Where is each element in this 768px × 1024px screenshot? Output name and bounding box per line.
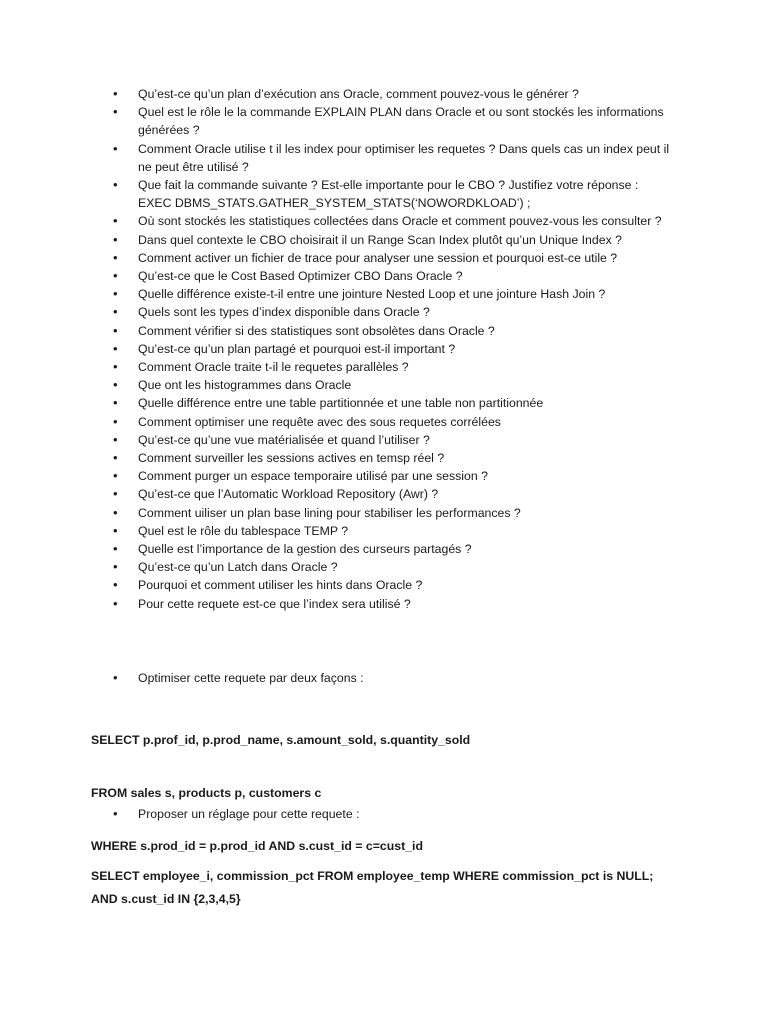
list-item: • Comment activer un fichier de trace pour analyser une session et pourquoi est-ce utile ? [113,249,673,267]
list-item: • Quelle est l’importance de la gestion des curseurs partagés ? [113,540,673,558]
sql-line: SELECT employee_i, commission_pct FROM employee_temp WHERE commission_pct is NULL; [91,869,654,884]
sql-line: SELECT p.prof_id, p.prod_name, s.amount_sold, s.quantity_sold [91,733,471,748]
propose-label: • Proposer un réglage pour cette requete : [113,805,673,823]
list-item: • Qu’est-ce que l’Automatic Workload Repository (Awr) ? [113,485,673,503]
list-item: • Pour cette requete est-ce que l’index sera utilisé ? [113,595,673,613]
list-item: • Comment Oracle traite t-il le requetes parallèles ? [113,358,673,376]
list-item: • Où sont stockés les statistiques collectées dans Oracle et comment pouvez-vous les consulter ? [113,212,673,230]
list-item: • Pourquoi et comment utiliser les hints dans Oracle ? [113,576,673,594]
list-item: • Comment optimiser une requête avec des sous requetes corrélées [113,413,673,431]
list-item: • Qu’est-ce qu’un plan partagé et pourquoi est-il important ? [113,340,673,358]
list-item: • Quelle différence existe-t-il entre une jointure Nested Loop et une jointure Hash Join ? [113,285,673,303]
list-item: • Quel est le rôle du tablespace TEMP ? [113,522,673,540]
sql-line: FROM sales s, products p, customers c [91,785,322,800]
question-list [113,85,673,613]
list-item: • Comment purger un espace temporaire utilisé par une session ? [113,467,673,485]
list-item: • Comment uiliser un plan base lining pour stabiliser les performances ? [113,504,673,522]
list-item: • Quel est le rôle le la commande EXPLAIN PLAN dans Oracle et ou sont stockés les informations générées ? [113,103,673,139]
sql-line: AND s.cust_id IN {2,3,4,5} [91,891,241,906]
list-item: • Qu’est-ce qu’une vue matérialisée et quand l’utiliser ? [113,431,673,449]
optimize-section [113,669,673,687]
list-item: • Qu’est-ce qu’un plan d’exécution ans Oracle, comment pouvez-vous le générer ? [113,85,673,103]
propose-section [113,805,673,823]
list-item: • Qu’est-ce que le Cost Based Optimizer CBO Dans Oracle ? [113,267,673,285]
list-item: • Comment Oracle utilise t il les index pour optimiser les requetes ? Dans quels cas un index peut il ne peut être utilisé ? [113,140,673,176]
list-item: • Quels sont les types d’index disponible dans Oracle ? [113,303,673,321]
list-item: • Dans quel contexte le CBO choisirait il un Range Scan Index plutôt qu’un Unique Index ? [113,231,673,249]
propose-sql-block [91,833,653,921]
list-item: • Que ont les histogrammes dans Oracle [113,376,673,394]
list-item: • Qu’est-ce qu’un Latch dans Oracle ? [113,558,673,576]
list-item: • Comment surveiller les sessions actives en temsp réel ? [113,449,673,467]
list-item: • Comment vérifier si des statistiques sont obsolètes dans Oracle ? [113,322,673,340]
optimize-label: • Optimiser cette requete par deux façons : [113,669,673,687]
list-item: • Quelle différence entre une table partitionnée et une table non partitionnée [113,394,673,412]
list-item: • Que fait la commande suivante ? Est-elle importante pour le CBO ? Justifiez votre réponse : EXEC DBMS_STATS.GATHER_SYSTEM_STATS(‘NOWORDKLOAD’) ; [113,176,673,212]
sql-line: WHERE s.prod_id = p.prod_id AND s.cust_id = c=cust_id [91,838,423,853]
